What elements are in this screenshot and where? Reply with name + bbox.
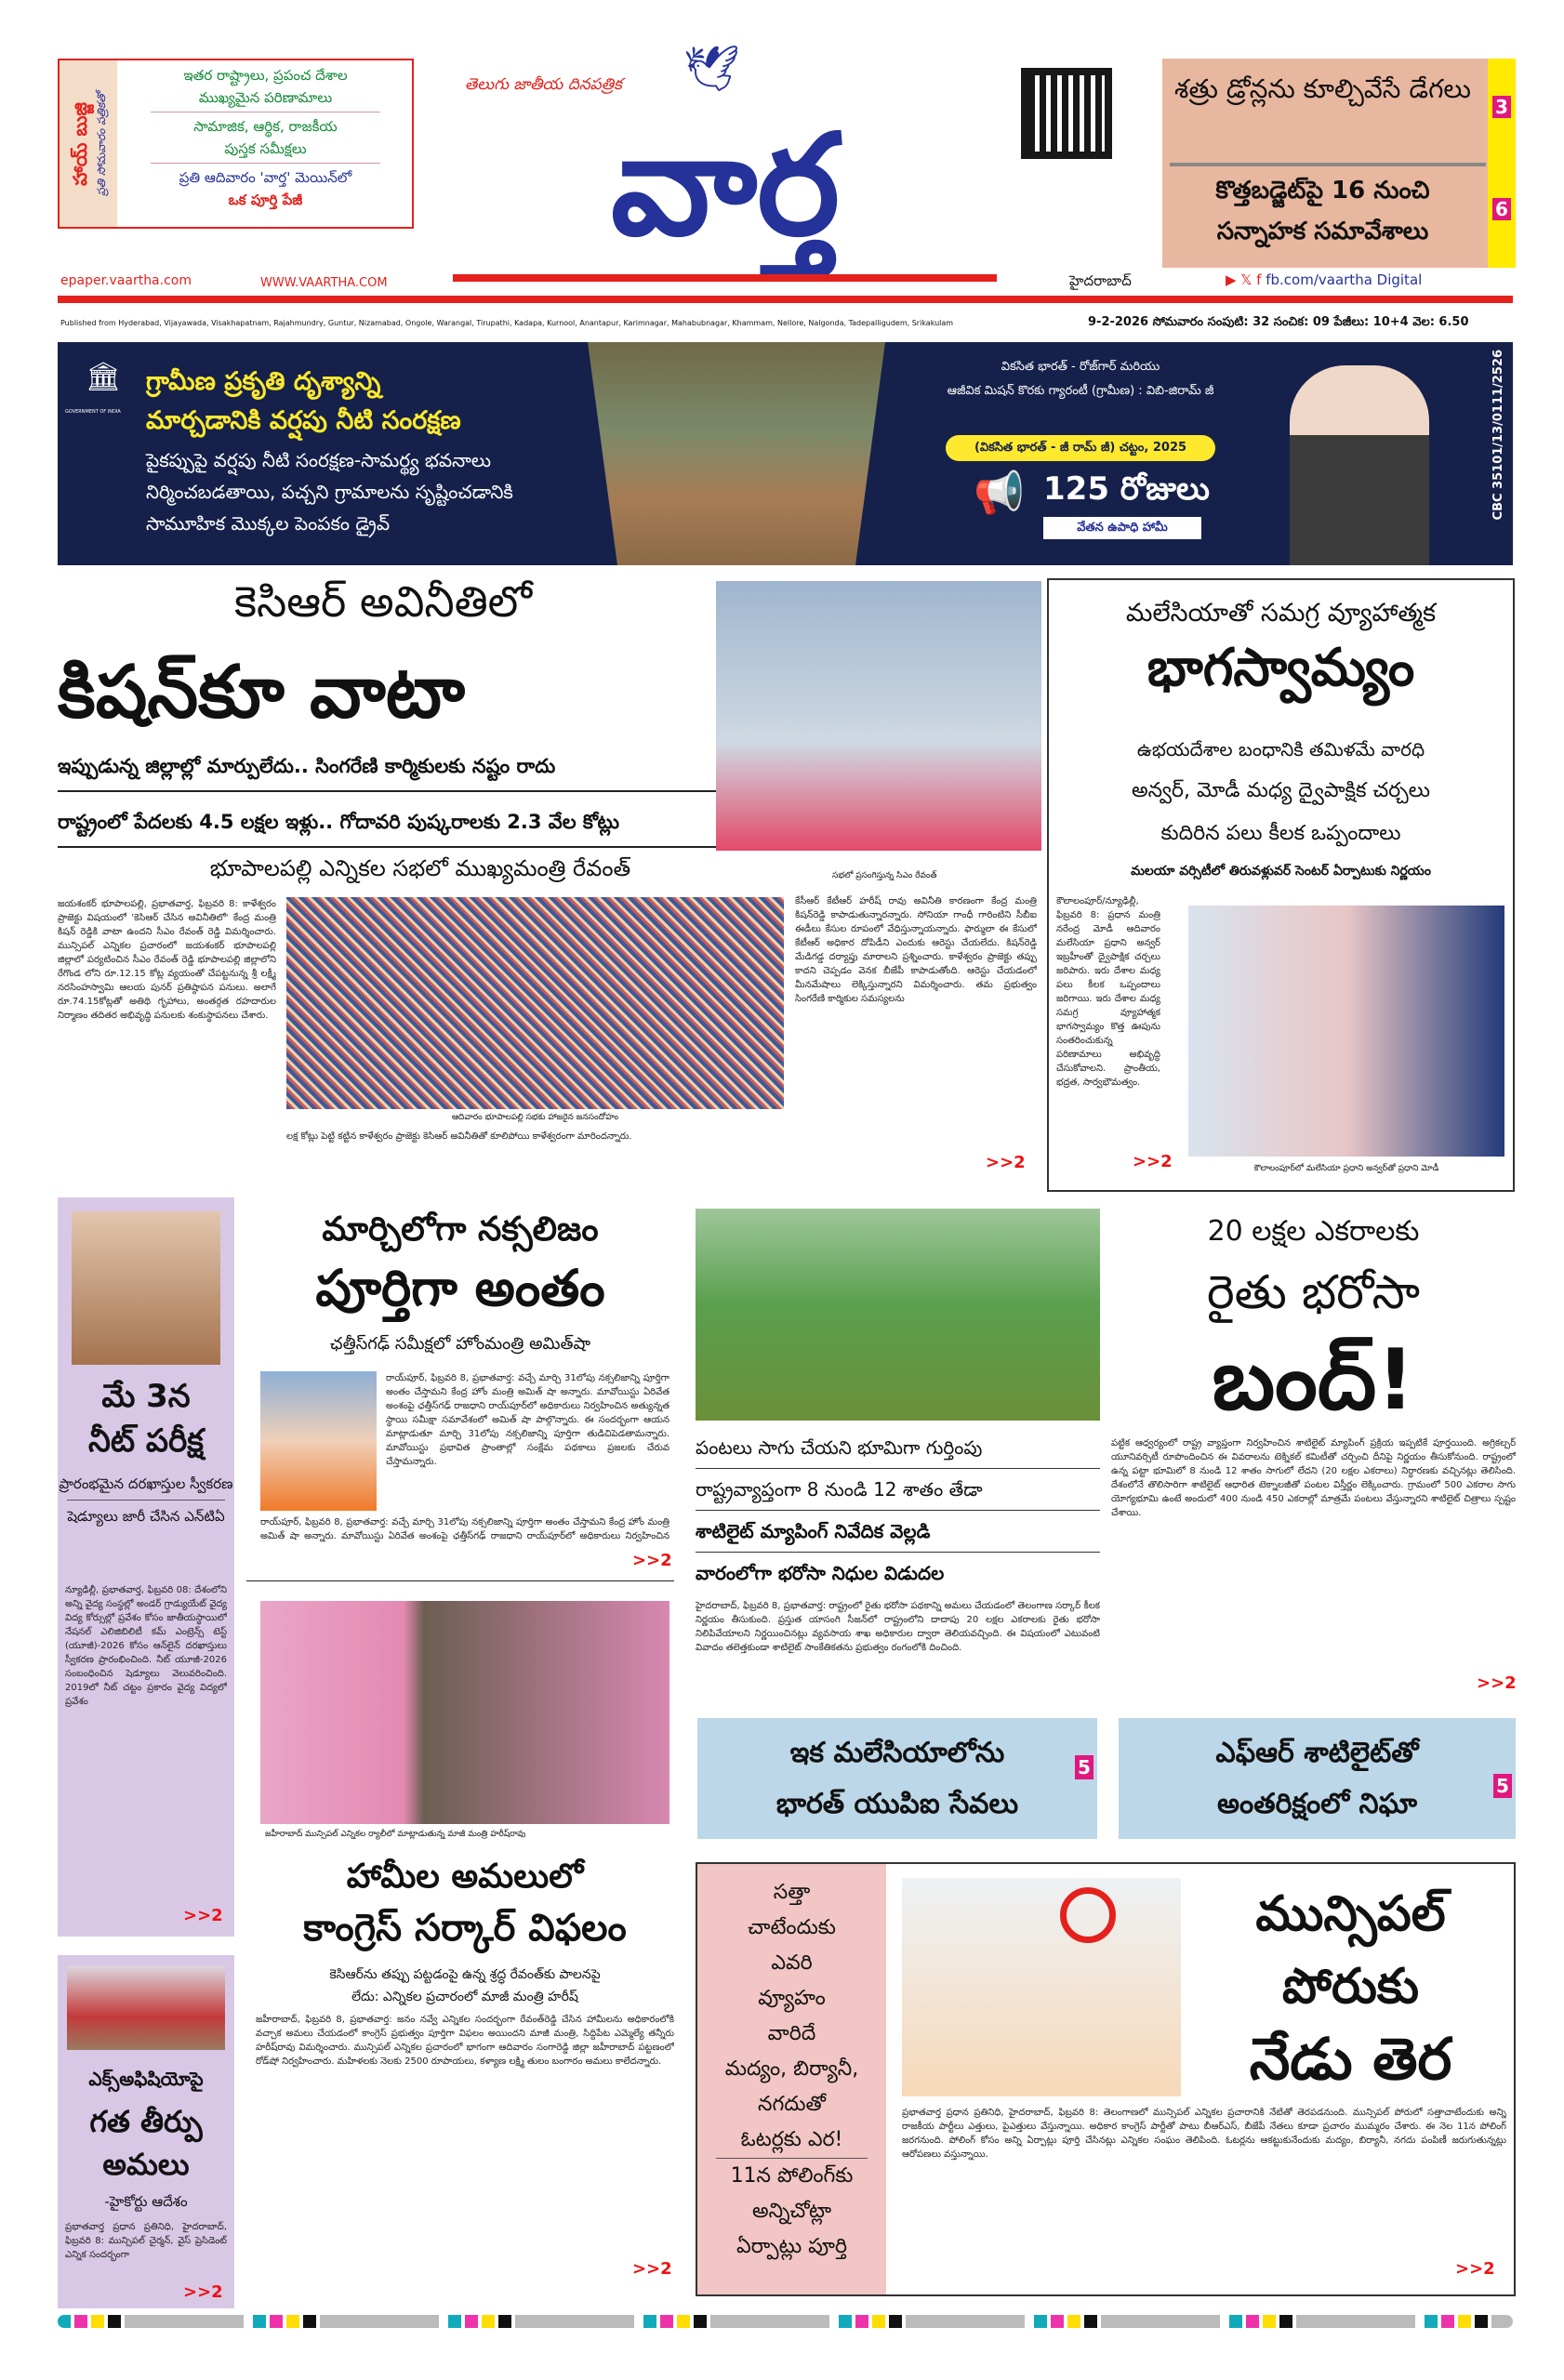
lead-kicker: కెసిఆర్ అవినీతిలో xyxy=(233,576,533,627)
lead-sub1: ఇప్పుడున్న జిల్లాల్లో మార్పులేదు.. సింగరేణి కార్మికులకు నష్టం రాదు xyxy=(58,755,556,777)
ad-pill: (వికసిత భారత్ - జీ రామ్ జీ) చట్టం, 2025 xyxy=(946,435,1215,461)
gov-label: GOVERNMENT OF INDIA xyxy=(65,409,121,415)
teaser-2-page: 6 xyxy=(1492,198,1511,220)
continued-link[interactable]: >>2 xyxy=(986,1153,1026,1172)
lead-sub3: భూపాలపల్లి ఎన్నికల సభలో ముఖ్యమంత్రి రేవంత్ xyxy=(209,855,631,881)
lead-headline: కిషన్‌కూ వాటా xyxy=(58,651,466,734)
harish-body: జహీరాబాద్, ఫిబ్రవరి 8, ప్రభాతవార్త: జనం నవ్వే ఎన్నికల సందర్భంగా రేవంత్‌రెడ్డి చేసిన హామీలను అధికారంలోకి వచ్చాక అమలు చేయడంలో కాంగ్రెస్ ప్రభుత్వం పూర్తిగా విఫలం అయిందని మాజీ మంత్రి, సిద్దిపేట ఎమ్మెల్యే తన్నీరు హరీష్‌రావు విమర్శించారు. మున్సిపల్ ఎన్నికల ప్రచారంలో భాగంగా ఆదివారం సంగారెడ్డి జిల్లా జహీరాబాద్ పట్టణంలో రోడ్‌షో నిర్వహించారు. మహిళలకు నెలకు 2500 రూపాయలు, కళ్యాణ లక్ష్మి తులం బంగారం అమలు కాలేదన్నారు. xyxy=(256,2015,674,2067)
malaysia-box xyxy=(1047,578,1515,1192)
promo-line: ఒక పూర్తి పేజీ xyxy=(228,192,303,208)
government-ad[interactable] xyxy=(58,342,1513,565)
municipal-headline: మున్సిపల్ పోరుకు నేడు తెర xyxy=(1249,1886,1452,2093)
promo-line: సామాజిక, ఆర్థిక, రాజకీయ xyxy=(193,118,338,135)
ad-right-text: వికసిత భారత్ - రోజ్‌గార్ మరియు ఆజీవిక మిషన్ కొరకు గ్యారంటీ (గ్రామీణ) : విబి-జిరామ్ జీ xyxy=(947,360,1214,398)
neet-box xyxy=(58,1197,234,1937)
logo-red-underline xyxy=(453,274,997,282)
ad-portrait xyxy=(1290,365,1429,565)
neet-sub: ప్రారంభమైన దరఖాస్తుల స్వీకరణ షెడ్యూలు జారీ చేసిన ఎన్‌టిఏ xyxy=(59,1475,233,1525)
teaser-1[interactable]: శత్రు డ్రోన్లను కూల్చివేసే డేగలు xyxy=(1174,73,1471,104)
malaysia-sub3: కుదిరిన పలు కీలక ఒప్పందాలు xyxy=(1160,822,1401,845)
masthead-rule xyxy=(58,296,1513,303)
hc-body: ప్రభాతవార్త ప్రధాన ప్రతినిధి, హైదరాబాద్, ఫిబ్రవరి 8: మున్సిపల్ చైర్మన్, వైస్ ప్రెసిడెంట్ ఎన్నిక సందర్భంగా xyxy=(65,2222,227,2260)
sattha-sidebar: సత్తా చాటేందుకు ఎవరి వ్యూహం వారిదే మద్యం, బిర్యానీ, నగదుతో ఓటర్లకు ఎర! 11న పోలింగ్‌కు అన్నిచోట్లా ఏర్పాట్లు పూర్తి xyxy=(697,1864,886,2294)
masthead-tagline: తెలుగు జాతీయ దినపత్రిక xyxy=(465,75,622,94)
naxal-body-cont: రాయ్‌పూర్, ఫిబ్రవరి 8, ప్రభాతవార్త: వచ్చే మార్చి 31లోపు నక్సలిజాన్ని పూర్తిగా అంతం చేస్తామని కేంద్ర హోం మంత్రి అమిత్ షా అన్నారు. మావోయిస్టు ఏరివేత అంశంపై ఛత్తీస్‌గఢ్ రాజధాని రాయ్‌పూర్‌లో అధికారులు నిర్వహించిన xyxy=(260,1517,669,1541)
cm-revanth-photo xyxy=(716,581,1041,851)
promo-vertical-sub: ప్రతి సోమవారం పత్రికతో xyxy=(95,91,108,196)
high-court-photo xyxy=(67,1966,225,2050)
ad-code: CBC 35101/13/0111/2526 xyxy=(1491,350,1505,521)
city-label: హైదరాబాద్ xyxy=(1069,272,1132,289)
continued-link[interactable]: >>2 xyxy=(1455,2259,1495,2279)
ad-photo-pond xyxy=(588,342,885,565)
malaysia-sub4: మలయా వర్సిటీలో తిరువళ్లువర్ సెంటర్ ఏర్పాటుకు నిర్ణయం xyxy=(1131,864,1431,879)
harish-caption: జహీరాబాద్ మున్సిపల్ ఎన్నికల ర్యాలీలో మాట్లాడుతున్న మాజీ మంత్రి హరీష్‌రావు xyxy=(265,1830,526,1839)
continued-link[interactable]: >>2 xyxy=(183,1906,223,1925)
promo-vertical-panel xyxy=(60,60,117,227)
harish-sub: కెసిఆర్‌ను తప్పు పట్టడంపై ఉన్న శ్రద్ధ రేవంత్‌కు పాలనపై లేదు: ఎన్నికల ప్రచారంలో మాజీ మంత్రి హరీష్ xyxy=(329,1967,601,2004)
no-symbol-icon xyxy=(1060,1887,1116,1943)
high-court-box xyxy=(58,1955,234,2308)
election-cartoon xyxy=(902,1878,1181,2096)
upi-page-badge: 5 xyxy=(1075,1755,1093,1779)
ad-title: గ్రామీణ ప్రకృతి దృశ్యాన్ని మార్చడానికి వర్షపు నీటి సంరక్షణ xyxy=(146,367,461,435)
malaysia-upi-box[interactable]: ఇక మలేసియాలోను భారత్ యుపిఐ సేవలు 5 xyxy=(697,1718,1097,1839)
promo-line: ఇతర రాష్ట్రాలు, ప్రపంచ దేశాల xyxy=(183,67,348,84)
lead-body-col3: కేసీఆర్ కేటీఆర్ హరీష్ రావు అవినీతి కారణంగా కేంద్ర మంత్రి కిషన్‌రెడ్డి కాపాడుతున్నారన్నారు. సోనియా గాంధీ గారింటిని సీబీఐ ఈడీలు కేసుల రూపంలో వేధిస్తున్నాయన్నారు. ఫార్ములా ఈ కేసులో కేటీఆర్ అధికార దోపిడీని ఎందుకు ఆరెస్టు చేయలేదు. కిషన్‌రెడ్డి మేడిగడ్డ దర్యాప్తు మారాలని ప్రశ్నించారు. కాళేశ్వరం ప్రాజెక్టు తప్పు కాదని చెప్పడం వెనక బీజేపీ కాపాడుతోంది. ఆరెస్టు చేయడంలో మీనమేషాలు లెక్కిస్తున్నారని విమర్శించారు. తమ ప్రభుత్వం సింగరేణి కార్మికుల సమస్యలను xyxy=(795,896,1037,1004)
municipal-body: ప్రభాతవార్త ప్రధాన ప్రతినిధి, హైదరాబాద్, ఫిబ్రవరి 8: తెలంగాణలో మున్సిపల్ ఎన్నికల ప్రచారానికి నేటితో తెరపడనుంది. మున్సిపల్ పోరులో సత్తాచాటేందుకు అన్ని రాజకీయ పార్టీలు ఎత్తులు, పైఎత్తులు వేస్తున్నాయి. అధికార కాంగ్రెస్ పార్టీతో పాటు బీఆర్ఎస్, బీజేపీ నేతలు కూడా ప్రచారం ముమ్మరం చేశారు. ఈ నెల 11న పోలింగ్ జరగనుంది. పోలింగ్ కోసం అన్ని ఏర్పాట్లు పూర్తి చేసినట్లు ఎన్నికల సంఘం తెలిపింది. ఓటర్లను ఆకట్టుకునేందుకు మద్యం, బిర్యానీ, నగదు పంపిణీ జరుగుతున్నట్లు ఆరోపణలు వస్తున్నాయి. xyxy=(902,2108,1506,2160)
modi-anwar-photo xyxy=(1188,906,1504,1157)
crowd-photo xyxy=(286,897,784,1109)
farm-lines: పంటలు సాగు చేయని భూమిగా గుర్తింపు రాష్ట్రవ్యాప్తంగా 8 నుండి 12 శాతం తేడా శాటిలైట్ మ్యాపింగ్ నివేదిక వెల్లడి వారంలోగా భరోసా నిధుల విడుదల xyxy=(696,1427,1100,1593)
website-link[interactable]: WWW.VAARTHA.COM xyxy=(260,276,388,290)
continued-link[interactable]: >>2 xyxy=(632,2259,672,2279)
print-registration-bar xyxy=(58,2315,1513,2328)
farm-body: హైదరాబాద్, ఫిబ్రవరి 8, ప్రభాతవార్త: రాష్ట్రంలో రైతు భరోసా పథకాన్ని అమలు చేయడంలో తెలంగాణ సర్కార్ కీలక నిర్ణయం తీసుకుంది. ప్రస్తుత యాసంగి సీజన్‌లో రాష్ట్రంలోని దాదాపు 20 లక్షల ఎకరాలకు రైతు భరోసా నిలిపివేయాలని నిర్ణయించినట్లు వ్యవసాయ శాఖ అధికారుల ద్వారా తెలియవచ్చింది. ఈ విషయంలో ఎటువంటి వివాదం తలెత్తకుండా శాటిలైట్ సాంకేతికతను ప్రభుత్వం రంగంలోకి దించింది. xyxy=(696,1601,1100,1653)
naxal-sub: ఛత్తీస్‌గఢ్ సమీక్షలో హోంమంత్రి అమిత్‌షా xyxy=(329,1334,591,1354)
fir-satellite-box[interactable]: ఎఫ్‌ఆర్ శాటిలైట్‌తో అంతరిక్షంలో నిఘా 5 xyxy=(1119,1718,1516,1839)
newspaper-logo: వార్త xyxy=(610,105,841,267)
ad-wage: వేతన ఉపాధి హామీ xyxy=(1043,517,1201,539)
malaysia-sub2: అన్వర్, మోడీ మధ్య ద్వైపాక్షిక చర్చలు xyxy=(1132,779,1430,802)
ad-days: 125 రోజులు xyxy=(1043,470,1210,508)
rythu-body: పట్టిక ఆధ్వర్యంలో రాష్ట్ర వ్యాప్తంగా నిర్వహించిన శాటిలైట్ మ్యాపింగ్ ప్రక్రియ ఇప్పటికే పూర్తయింది. అగ్రికల్చర్ యూనివర్సిటీ రూపొందించిన ఈ వివరాలను టెక్నికల్ కమిటీతో చర్చించి దీనిపై నిర్ణయం తీసుకోనుంది. రాష్ట్రంలో ఉన్న పట్టా భూమిలో 8 నుండి 12 శాతం సాగులో లేదని (20 లక్షల ఎకరాలు) నిర్ధారణకు వచ్చినట్లు తెలిసింది. దేశంలోనే తొలిసారిగా శాటిలైట్ ఆధారిత టెక్నాలజీతో పంటల విస్తీర్ణం లెక్కించారు. గ్రామంలో 500 ఎకరాల సాగు యోగ్యభూమి ఉంటే అందులో 400 నుండి 450 ఎకరాల్లో మాత్రమే పంటలు వేస్తున్నారని శాటిలైట్ చిత్రాలు స్పష్టం చేశాయి. xyxy=(1111,1438,1516,1518)
epaper-link[interactable]: epaper.vaartha.com xyxy=(60,273,192,288)
fir-page-badge: 5 xyxy=(1493,1774,1512,1798)
lead-sub2: రాష్ట్రంలో పేదలకు 4.5 లక్షల ఇళ్లు.. గోదావరి పుష్కరాలకు 2.3 వేల కోట్లు xyxy=(58,811,619,833)
social-icons[interactable]: ▶ 𝕏 f fb.com/vaartha Digital xyxy=(1226,271,1423,288)
municipal-box xyxy=(696,1862,1516,2296)
rythu-headline: 20 లక్షల ఎకరాలకు రైతు భరోసా బంద్! xyxy=(1207,1215,1420,1429)
naxal-body: రాయ్‌పూర్, ఫిబ్రవరి 8, ప్రభాతవార్త: వచ్చే మార్చి 31లోపు నక్సలిజాన్ని పూర్తిగా అంతం చేస్తామని కేంద్ర హోం మంత్రి అమిత్ షా అన్నారు. మావోయిస్టు ఏరివేత అంశంపై ఛత్తీస్‌గఢ్ రాజధాని రాయ్‌పూర్‌లో అధికారులు నిర్వహించిన అత్యున్నత స్థాయి సమీక్షా సమావేశంలో అమిత్ షా పాల్గొన్నారు. ఈ సందర్భంగా ఆయన మాట్లాడుతూ మార్చి 31లోపు నక్సలిజాన్ని పూర్తిగా తుడిచిపెడతామన్నారు. మావోయిస్టు ప్రభావిత ప్రాంతాల్లో సంక్షేమ పథకాలు ప్రజలకు చేరువ చేస్తామన్నారు. xyxy=(386,1373,669,1467)
photo-caption: సభలో ప్రసంగిస్తున్న సిఎం రేవంత్ xyxy=(832,871,937,880)
teaser-2[interactable]: కొత్తబడ్జెట్‌పై 16 నుంచి సన్నాహక సమావేశాలు xyxy=(1215,177,1430,245)
promo-line: పుస్తక సమీక్షలు xyxy=(224,140,307,157)
neet-body: న్యూఢిల్లీ, ప్రభాతవార్త, ఫిబ్రవరి 08: దేశంలోని అన్ని వైద్య సంస్థల్లో అండర్ గ్రాడ్యుయేట్ వైద్య విద్య కోర్సుల్లో ప్రవేశం కోసం జాతీయస్థాయిలో నేషనల్ ఎలిజిబిలిటీ కమ్ ఎంట్రెన్స్ టెస్ట్ (యూజీ)-2026 కోసం ఆన్‌లైన్ దరఖాస్తులు స్వీకరణ ప్రారంభించింది. నీట్ యూజీ-2026 సంబంధించిన షెడ్యూలు వెలువరించింది. 2019లో నీట్ చట్టం ప్రకారం వైద్య విద్యలో ప్రవేశం xyxy=(65,1585,227,1707)
lead-body-col1: జయశంకర్ భూపాలపల్లి, ప్రభాతవార్త, ఫిబ్రవరి 8: కాళేశ్వరం ప్రాజెక్టు విషయంలో 'కెసిఆర్ చేసిన అవినీతిలో' కేంద్ర మంత్రి కిషన్ రెడ్డికి వాటా ఉందని సీఎం రేవంత్ రెడ్డి విమర్శించారు. మున్సిపల్ ఎన్నికల ప్రచారంలో జయశంకర్ భూపాలపల్లి జిల్లాలో పర్యటించిన సీఎం రేవంత్ రెడ్డి భూపాలపల్లి జిల్లాలోని రేగొండ లోని రూ.12.15 కోట్ల వ్యయంతో చేపట్టనున్న శ్రీ లక్ష్మీ నరసింహస్వామి ఆలయ పునర్ ప్రతిష్ఠాపన పనులు. అలాగే రూ.74.15కోట్లతో అతిథి గృహాలు, అంతర్గత రహదారుల నిర్మాణం తదితర అభివృద్ధి పనులకు శంకుస్థాపనలు చేశారు. xyxy=(58,899,276,1021)
crowd-caption: ఆదివారం భూపాలపల్లి సభకు హాజరైన జనసందోహం xyxy=(451,1113,619,1122)
naxal-headline: మార్చిలోగా నక్సలిజం పూర్తిగా అంతం xyxy=(315,1210,605,1317)
emblem-icon: 🏛 xyxy=(86,361,122,393)
exam-photo xyxy=(72,1211,220,1365)
left-promo-box xyxy=(58,59,414,229)
dateline: 9-2-2026 సోమవారం సంపుటి: 32 సంచిక: 09 పేజీలు: 10+4 వెల: 6.50 xyxy=(1088,315,1469,329)
malaysia-kicker: మలేసియాతో సమగ్ర వ్యూహాత్మక xyxy=(1125,599,1437,628)
teaser-1-page: 3 xyxy=(1492,96,1511,118)
continued-link[interactable]: >>2 xyxy=(1477,1673,1517,1693)
amit-shah-photo xyxy=(260,1371,377,1511)
ad-body: పైకప్పుపై వర్షపు నీటి సంరక్షణ-సామర్థ్య భవనాలు నిర్మించబడతాయి, పచ్చని గ్రామాలను సృష్టించడానికి సామూహిక మొక్కల పెంపకం డ్రైవ్ xyxy=(146,449,513,535)
social-handle[interactable]: fb.com/vaartha Digital xyxy=(1266,271,1423,288)
published-from: Published from Hyderabad, Vijayawada, Visakhapatnam, Rajahmundry, Guntur, Nizamabad, Ongole, Warangal, Tirupathi, Kadapa, Kurnool, Anantapur, Karimnagar, Mahabubnagar, Khammam, Nellore, Nalgonda, Tadepalligudem, Srikakulam xyxy=(60,319,954,327)
qr-code-icon[interactable] xyxy=(1021,68,1112,159)
megaphone-icon: 📢 xyxy=(974,469,1025,517)
hc-headline: ఎక్స్‌అఫిషియోపై గత తీర్పు అమలు xyxy=(88,2068,204,2182)
dove-logo-icon: 🕊 xyxy=(683,43,740,95)
continued-link[interactable]: >>2 xyxy=(183,2282,223,2302)
malaysia-caption: కౌలాలంపూర్‌లో మలేసియా ప్రధాని అన్వర్‌తో ప్రధాని మోడీ xyxy=(1253,1164,1439,1173)
malaysia-body: కౌలాలంపూర్/న్యూఢిల్లీ, ఫిబ్రవరి 8: ప్రధాన మంత్రి నరేంద్ర మోడీ ఆదివారం మలేసియా ప్రధాని అన్వర్ ఇబ్రహీంతో ద్వైపాక్షిక చర్చలు జరిపారు. ఇరు దేశాల మధ్య పలు కీలక ఒప్పందాలు జరిగాయి. ఇరు దేశాల మధ్య సమగ్ర వ్యూహాత్మక భాగస్వామ్యం కొత్త ఊపును సంతరించుకున్న పరిణామాలు అభివృద్ధి చేసుకోవాలని. ప్రాంతీయ, భద్రత, సార్వభౌమత్వం. xyxy=(1056,896,1160,1088)
farmers-photo xyxy=(696,1209,1100,1421)
promo-vertical-title: హాయ్ బుజ్జి xyxy=(69,101,91,186)
hc-sub: -హైకోర్టు ఆదేశం xyxy=(104,2193,188,2210)
malaysia-headline: భాగస్వామ్యం xyxy=(1146,638,1415,698)
lead-body-col2: లక్ష కోట్లు పెట్టి కట్టిన కాళేశ్వరం ప్రాజెక్టు కెసిఆర్ అవినీతితో కూలిపోయి కాళేశ్వరంగా మారిందన్నారు. xyxy=(286,1131,632,1142)
promo-line: ప్రతి ఆదివారం 'వార్త' మెయిన్‌లో xyxy=(179,169,352,186)
harish-headline: హామీల అమలులో కాంగ్రెస్ సర్కార్ విఫలం xyxy=(303,1858,627,1950)
neet-headline: మే 3న నీట్ పరీక్ష xyxy=(87,1378,205,1460)
malaysia-sub1: ఉభయదేశాల బంధానికి తమిళమే వారధి xyxy=(1136,738,1425,760)
promo-line: ముఖ్యమైన పరిణామాలు xyxy=(198,89,333,106)
continued-link[interactable]: >>2 xyxy=(1133,1152,1173,1171)
teaser-box xyxy=(1162,59,1516,268)
harish-rally-photo xyxy=(260,1601,669,1824)
continued-link[interactable]: >>2 xyxy=(632,1551,672,1570)
